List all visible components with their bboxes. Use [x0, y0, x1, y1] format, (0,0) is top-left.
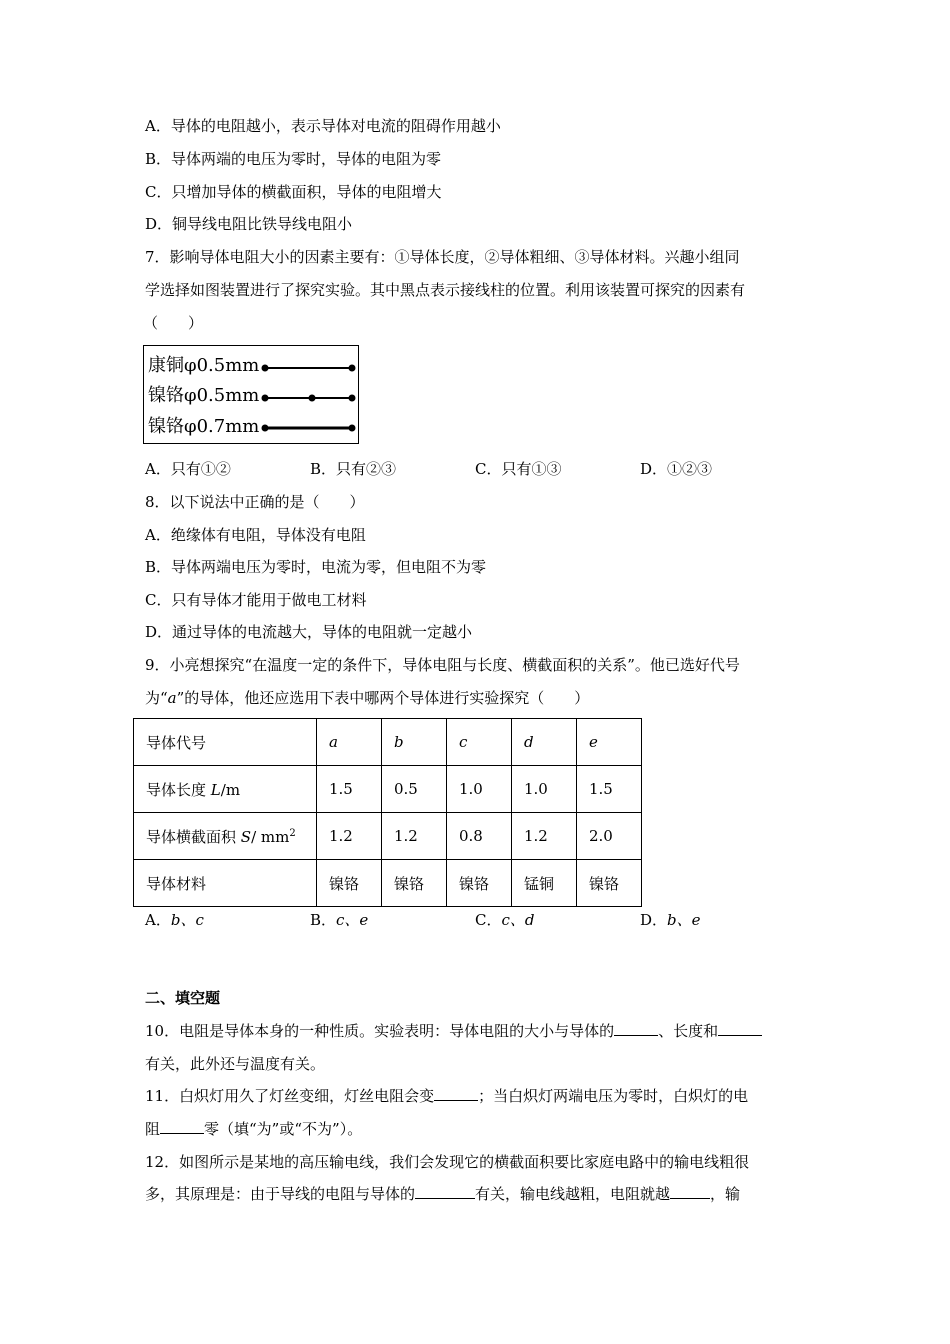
q9-option-d-label: D． [640, 911, 668, 929]
terminal-2mid [309, 395, 316, 402]
table-cell: 1.2 [382, 813, 447, 860]
q8-stem: 8．以下说法中正确的是（ ） [145, 493, 365, 511]
terminal-3a [262, 425, 269, 432]
q10-line1 [145, 1021, 762, 1041]
table-cell: 0.5 [382, 766, 447, 813]
q7-stem-line1: 7．影响导体电阻大小的因素主要有：①导体长度，②导体粗细、③导体材料。兴趣小组同 [145, 248, 740, 266]
table-cell: 1.5 [317, 766, 382, 813]
q11-line2 [145, 1119, 362, 1139]
table-cell: 2.0 [577, 813, 642, 860]
q9-option-a-label: A． [145, 911, 171, 929]
q9-option-c-label: C． [475, 911, 502, 929]
table-cell: a [317, 719, 382, 766]
table-cell: 镍铬 [317, 860, 382, 907]
table-row [134, 813, 642, 860]
q9-option-b-value: c、e [336, 911, 369, 929]
q9-option-c-value: c、d [501, 911, 535, 929]
terminal-1a [262, 365, 269, 372]
q8-option-d: D．通过导体的电流越大，导体的电阻就一定越小 [145, 623, 473, 641]
q7-options [145, 459, 785, 479]
table-row [134, 860, 642, 907]
terminal-2a [262, 395, 269, 402]
q9-option-a [145, 910, 204, 930]
q11-blank-1[interactable] [434, 1086, 478, 1101]
area-unit: / mm [251, 827, 290, 846]
table-row-label-length [134, 766, 317, 813]
q7-option-c: C．只有①③ [475, 460, 562, 478]
q7-option-a: A．只有①② [145, 460, 231, 478]
q7-option-d: D．①②③ [640, 460, 713, 478]
q11-text-c: 阻 [145, 1120, 161, 1138]
terminal-1b [349, 365, 356, 372]
length-var: L [210, 780, 221, 799]
q12-blank-2[interactable] [670, 1184, 710, 1199]
q11-text-b: ；当白炽灯两端电压为零时，白炽灯的电 [478, 1087, 749, 1105]
area-var: S [240, 827, 252, 846]
q9-code-a: a [167, 689, 177, 707]
table-row [134, 766, 642, 813]
wire-label-2: 镍铬φ0.5mm [148, 385, 260, 406]
section-title: 二、填空题 [145, 989, 221, 1007]
q8-option-b: B．导体两端电压为零时，电流为零，但电阻不为零 [145, 558, 487, 576]
wire-label-3: 镍铬φ0.7mm [148, 416, 260, 437]
q6-option-a: A．导体的电阻越小，表示导体对电流的阻碍作用越小 [145, 117, 501, 135]
q6-option-b: B．导体两端的电压为零时，导体的电阻为零 [145, 150, 442, 168]
q9-option-a-value: b、c [170, 911, 204, 929]
table-cell: c [447, 719, 512, 766]
q9-option-b [310, 910, 368, 930]
table-row [134, 719, 642, 766]
table-cell: 锰铜 [512, 860, 577, 907]
q9-option-d [640, 910, 701, 930]
q9-stem-line1: 9．小亮想探究“在温度一定的条件下，导体电阻与长度、横截面积的关系”。他已选好代号 [145, 656, 740, 674]
table-cell: 1.0 [512, 766, 577, 813]
table-cell: 1.5 [577, 766, 642, 813]
table-cell: 1.2 [317, 813, 382, 860]
q9-options [145, 910, 785, 930]
q10-text-b: 、长度和 [658, 1022, 719, 1040]
q9-stem-line2 [145, 688, 589, 708]
table-row-label-area [134, 813, 317, 860]
table-cell: e [577, 719, 642, 766]
table-cell: b [382, 719, 447, 766]
wire-label-1: 康铜φ0.5mm [148, 355, 260, 376]
q6-option-d: D．铜导线电阻比铁导线电阻小 [145, 215, 353, 233]
terminal-3b [349, 425, 356, 432]
q11-text-a: 11．白炽灯用久了灯丝变细，灯丝电阻会变 [145, 1087, 435, 1105]
q9-stem-line2-pre: 为“ [145, 689, 168, 707]
q12-blank-1[interactable] [415, 1184, 475, 1199]
q11-text-d: 零（填“为”或“不为”）。 [204, 1120, 363, 1138]
length-unit: /m [220, 780, 241, 799]
q12-text-b: 多，其原理是：由于导线的电阻与导体的 [145, 1185, 416, 1203]
table-cell: d [512, 719, 577, 766]
q8-option-a: A．绝缘体有电阻，导体没有电阻 [145, 526, 366, 544]
q12-text-c: 有关，输电线越粗，电阻就越 [475, 1185, 671, 1203]
q10-blank-2[interactable] [718, 1021, 762, 1036]
q9-option-b-label: B． [310, 911, 337, 929]
q12-line1: 12．如图所示是某地的高压输电线，我们会发现它的横截面积要比家庭电路中的输电线粗很 [145, 1153, 750, 1171]
q9-stem-line2-post: ”的导体，他还应选用下表中哪两个导体进行实验探究（ ） [176, 689, 590, 707]
q12-text-d: ，输 [710, 1185, 741, 1203]
table-cell: 镍铬 [447, 860, 512, 907]
table-cell: 镍铬 [382, 860, 447, 907]
conductor-table [133, 718, 642, 907]
table-row-label-material: 导体材料 [134, 860, 317, 907]
q7-stem-line2: 学选择如图装置进行了探究实验。其中黑点表示接线柱的位置。利用该装置可探究的因素有 [145, 281, 746, 299]
q10-line2: 有关，此外还与温度有关。 [145, 1055, 326, 1073]
q8-option-c: C．只有导体才能用于做电工材料 [145, 591, 367, 609]
q7-option-b: B．只有②③ [310, 460, 397, 478]
q11-line1 [145, 1086, 748, 1106]
area-label-text: 导体横截面积 [146, 827, 237, 846]
q7-stem-line3: （ ） [143, 314, 204, 332]
table-cell: 1.2 [512, 813, 577, 860]
table-cell: 0.8 [447, 813, 512, 860]
q10-text-a: 10．电阻是导体本身的一种性质。实验表明：导体电阻的大小与导体的 [145, 1022, 615, 1040]
table-cell: 镍铬 [577, 860, 642, 907]
wire-diagram [143, 345, 359, 444]
wire-lines [144, 346, 360, 445]
q12-line2 [145, 1184, 740, 1204]
q11-blank-2[interactable] [160, 1119, 204, 1134]
terminal-2b [349, 395, 356, 402]
q10-blank-1[interactable] [614, 1021, 658, 1036]
table-header-label: 导体代号 [134, 719, 317, 766]
q9-option-c [475, 910, 535, 930]
area-exp: 2 [289, 827, 296, 839]
q6-option-c: C．只增加导体的横截面积，导体的电阻增大 [145, 183, 442, 201]
length-label-text: 导体长度 [146, 780, 207, 799]
table-cell: 1.0 [447, 766, 512, 813]
q9-option-d-value: b、e [667, 911, 701, 929]
